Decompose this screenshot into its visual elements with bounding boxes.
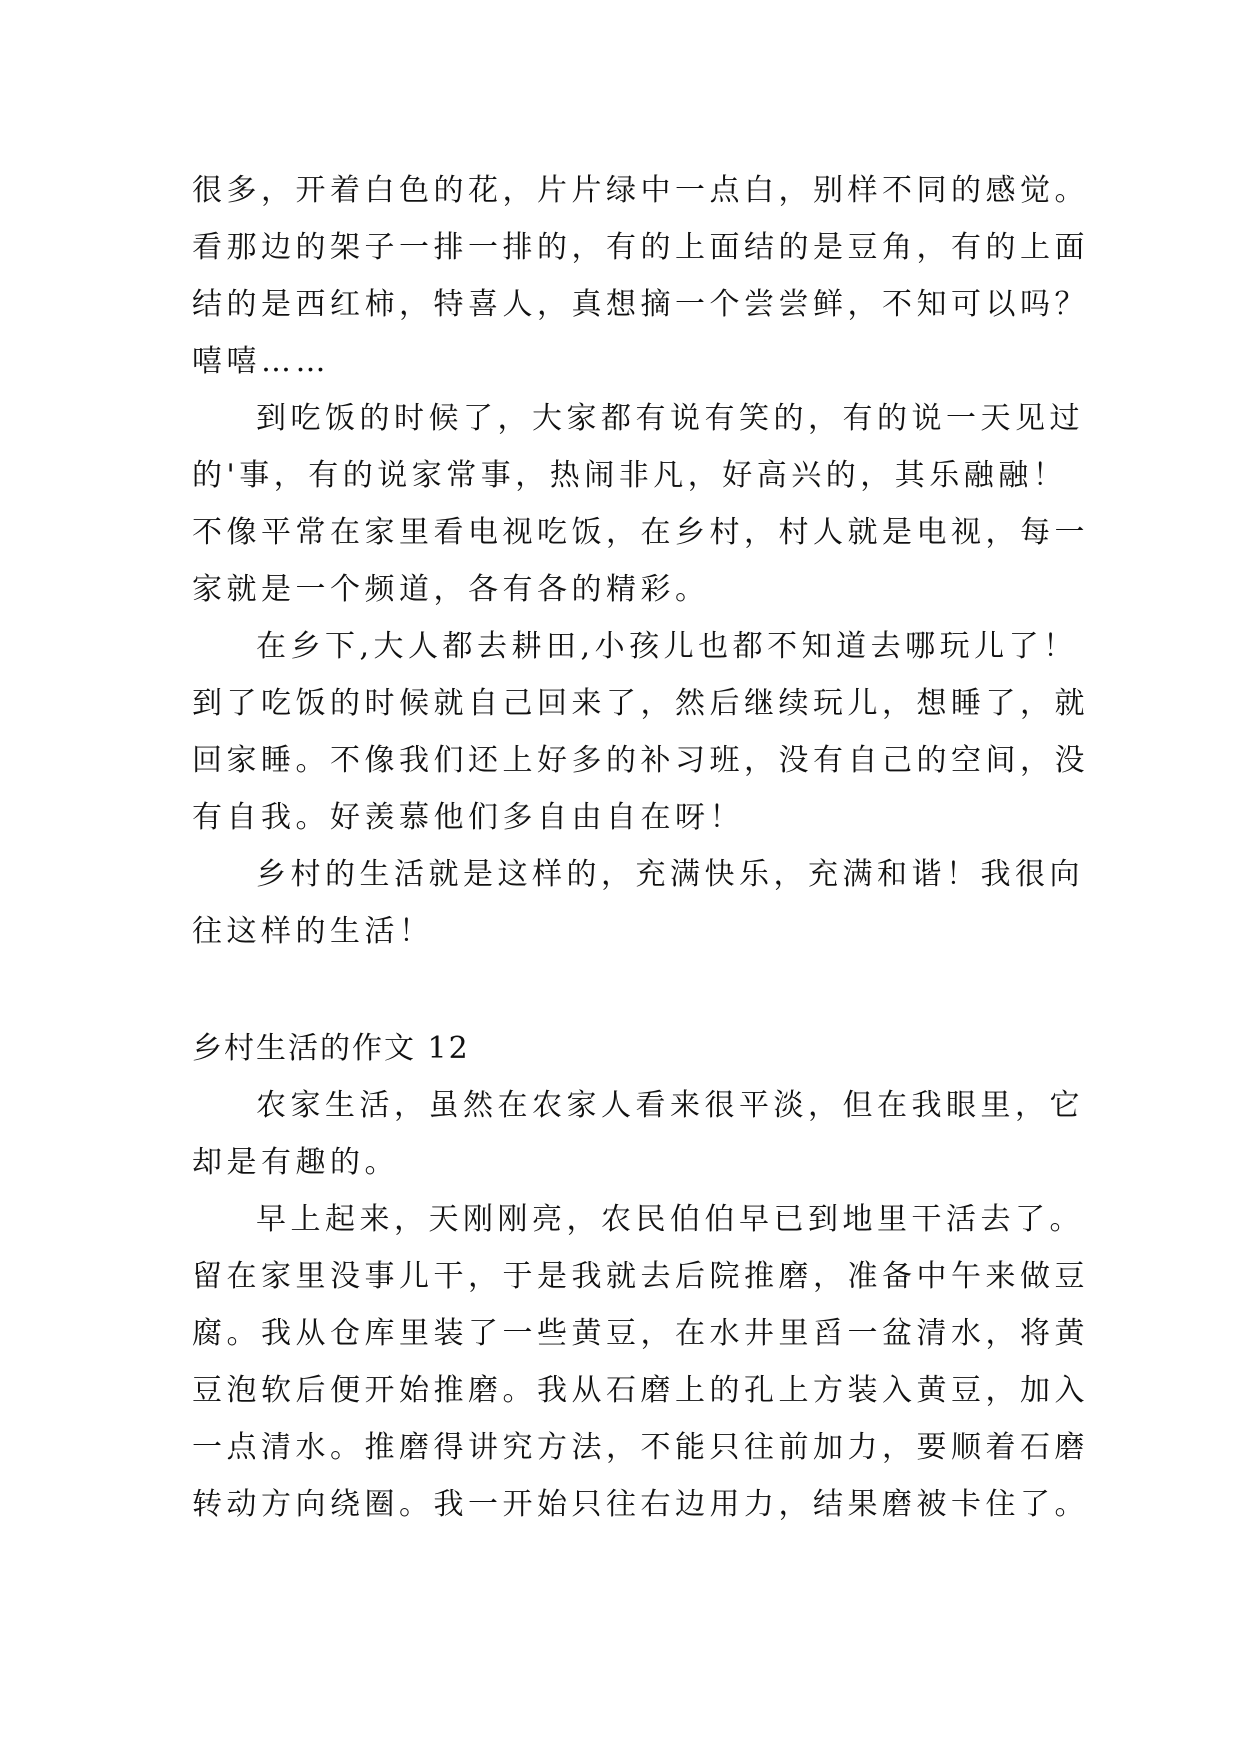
paragraph bbox=[192, 846, 1084, 960]
document-body bbox=[192, 162, 1089, 1533]
text-line: 回家睡。不像我们还上好多的补习班，没有自己的空间，没 bbox=[192, 743, 1089, 778]
text-line: 到了吃饭的时候就自己回来了，然后继续玩儿，想睡了，就 bbox=[192, 686, 1089, 721]
text-line: 往这样的生活！ bbox=[192, 914, 434, 949]
section-title: 乡村生活的作文 12 bbox=[192, 1031, 470, 1066]
paragraph bbox=[192, 390, 1089, 618]
paragraph bbox=[192, 1191, 1089, 1533]
paragraph bbox=[192, 1077, 1084, 1191]
paragraph bbox=[192, 618, 1089, 846]
text-line: 很多，开着白色的花，片片绿中一点白，别样不同的感觉。 bbox=[192, 173, 1089, 208]
text-line: 一点清水。推磨得讲究方法，不能只往前加力，要顺着石磨 bbox=[192, 1430, 1089, 1465]
text-line: 家就是一个频道，各有各的精彩。 bbox=[192, 572, 710, 607]
paragraph bbox=[192, 162, 1089, 390]
text-line: 的'事，有的说家常事，热闹非凡，好高兴的，其乐融融！ bbox=[192, 458, 1068, 493]
text-line: 转动方向绕圈。我一开始只往右边用力，结果磨被卡住了。 bbox=[192, 1487, 1089, 1522]
text-line: 农家生活，虽然在农家人看来很平淡，但在我眼里，它 bbox=[256, 1088, 1084, 1123]
text-line: 结的是西红柿，特喜人，真想摘一个尝尝鲜，不知可以吗？ bbox=[192, 287, 1089, 322]
text-line: 看那边的架子一排一排的，有的上面结的是豆角，有的上面 bbox=[192, 230, 1089, 265]
text-line: 不像平常在家里看电视吃饭，在乡村，村人就是电视，每一 bbox=[192, 515, 1089, 550]
text-line: 豆泡软后便开始推磨。我从石磨上的孔上方装入黄豆，加入 bbox=[192, 1373, 1089, 1408]
text-line: 腐。我从仓库里装了一些黄豆，在水井里舀一盆清水，将黄 bbox=[192, 1316, 1089, 1351]
text-line: 留在家里没事儿干，于是我就去后院推磨，准备中午来做豆 bbox=[192, 1259, 1089, 1294]
text-line: 在乡下,大人都去耕田,小孩儿也都不知道去哪玩儿了！ bbox=[256, 629, 1078, 664]
section-gap bbox=[192, 960, 1072, 1020]
text-line: 嘻嘻…… bbox=[192, 344, 330, 379]
text-line: 有自我。好羡慕他们多自由自在呀！ bbox=[192, 800, 744, 835]
text-line: 早上起来，天刚刚亮，农民伯伯早已到地里干活去了。 bbox=[256, 1202, 1084, 1237]
text-line: 到吃饭的时候了，大家都有说有笑的，有的说一天见过 bbox=[256, 401, 1084, 436]
text-line: 却是有趣的。 bbox=[192, 1145, 399, 1180]
text-line: 乡村的生活就是这样的，充满快乐，充满和谐！我很向 bbox=[256, 857, 1084, 892]
